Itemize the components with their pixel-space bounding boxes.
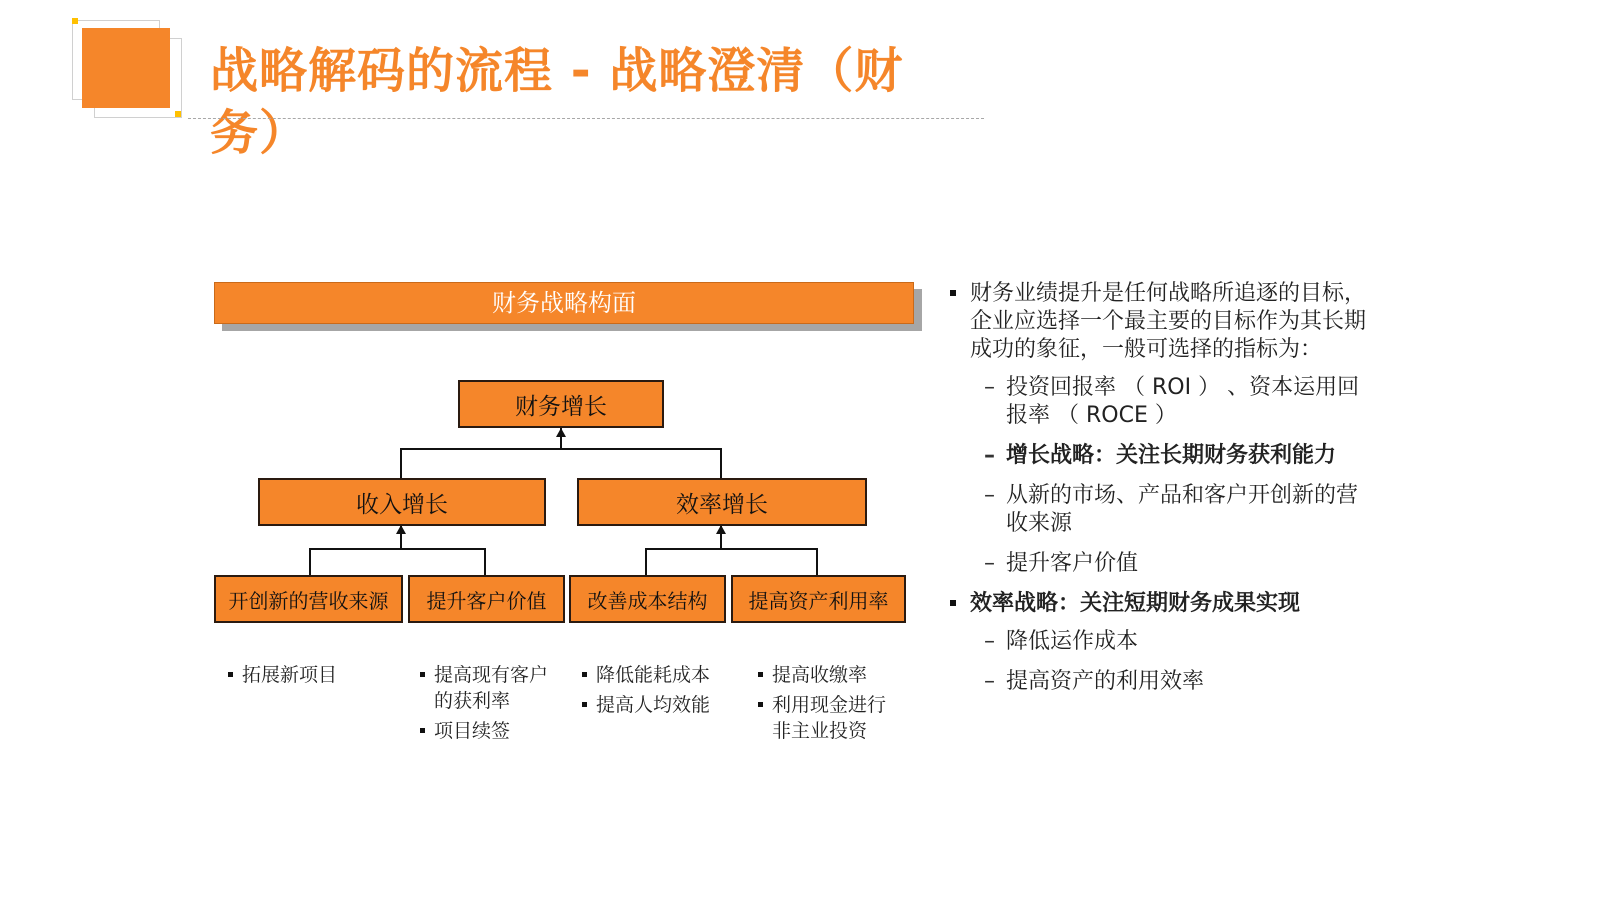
arrow-to-income [396, 525, 406, 534]
note-new-revenue: – 从新的市场、产品和客户开创新的营收来源 [950, 482, 1370, 538]
connector-left-bar [309, 548, 486, 550]
section-banner: 财务战略构面 [214, 282, 914, 324]
node-new-revenue-sources: 开创新的营收来源 [214, 575, 403, 623]
note-financial-target: 财务业绩提升是任何战略所追逐的目标，企业应选择一个最主要的目标作为其长期成功的象征，一般可选择的指标为： [950, 280, 1370, 364]
connector-level2-bar [400, 448, 722, 450]
node-customer-value: 提升客户价值 [408, 575, 565, 623]
list-item: 降低能耗成本 [582, 662, 732, 688]
logo-dot-top [72, 18, 78, 24]
note-efficiency-strategy: 效率战略：关注短期财务成果实现 [950, 590, 1370, 618]
list-item: 提高现有客户的获利率 [420, 662, 548, 714]
note-growth-strategy: – 增长战略：关注长期财务获利能力 [950, 442, 1370, 470]
connector-left-a [309, 548, 311, 575]
node-cost-structure: 改善成本结构 [569, 575, 726, 623]
note-reduce-cost: – 降低运作成本 [950, 628, 1370, 656]
right-panel-notes [950, 280, 1370, 708]
connector-level2-left [400, 448, 402, 478]
arrow-to-efficiency [716, 525, 726, 534]
sub-list-asset-utilization [758, 662, 898, 748]
node-asset-utilization: 提高资产利用率 [731, 575, 906, 623]
node-revenue-growth: 收入增长 [258, 478, 546, 526]
note-roi-roce: – 投资回报率 （ ROI ） 、资本运用回报率 （ ROCE ） [950, 374, 1370, 430]
connector-left-b [484, 548, 486, 575]
list-item: 项目续签 [420, 718, 548, 744]
list-item: 拓展新项目 [228, 662, 388, 688]
connector-right-b [816, 548, 818, 575]
list-item: 利用现金进行非主业投资 [758, 692, 898, 744]
node-financial-growth: 财务增长 [458, 380, 664, 428]
sub-list-customer-value [420, 662, 548, 748]
arrow-to-root [556, 428, 566, 437]
logo-dot-bottom [175, 111, 181, 117]
sub-list-cost-structure [582, 662, 732, 722]
list-item: 提高收缴率 [758, 662, 898, 688]
logo-square [82, 28, 170, 108]
sub-list-new-revenue [228, 662, 388, 692]
connector-right-a [645, 548, 647, 575]
list-item: 提高人均效能 [582, 692, 732, 718]
note-asset-efficiency: – 提高资产的利用效率 [950, 668, 1370, 696]
connector-right-bar [645, 548, 818, 550]
page-title: 战略解码的流程 - 战略澄清（财务） [210, 43, 904, 161]
note-customer-value: – 提升客户价值 [950, 550, 1370, 578]
connector-level2-right [720, 448, 722, 478]
node-efficiency-growth: 效率增长 [577, 478, 867, 526]
title-divider [188, 118, 984, 119]
